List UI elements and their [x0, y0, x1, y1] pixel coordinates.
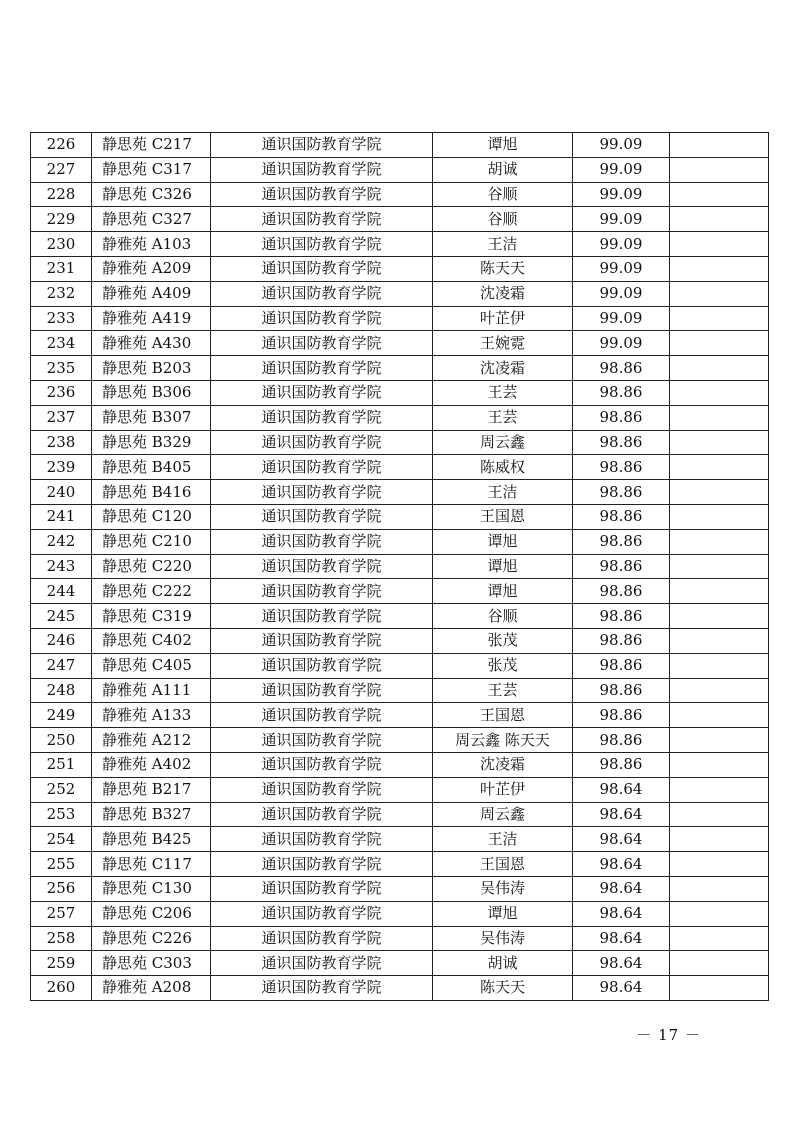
note-cell	[670, 628, 769, 653]
name-cell: 谷顺	[433, 207, 573, 232]
college-cell: 通识国防教育学院	[211, 331, 433, 356]
row-index-cell: 256	[31, 876, 92, 901]
score-cell: 98.86	[573, 604, 670, 629]
room-cell: 静思苑 C319	[92, 604, 211, 629]
table-row	[31, 852, 769, 877]
table-row	[31, 728, 769, 753]
table-row	[31, 380, 769, 405]
name-cell: 陈威权	[433, 455, 573, 480]
row-index-cell: 244	[31, 579, 92, 604]
row-index-cell: 228	[31, 182, 92, 207]
name-cell: 王洁	[433, 232, 573, 257]
row-index-cell: 226	[31, 133, 92, 158]
table-row	[31, 529, 769, 554]
college-cell: 通识国防教育学院	[211, 901, 433, 926]
note-cell	[670, 157, 769, 182]
room-cell: 静思苑 B306	[92, 380, 211, 405]
college-cell: 通识国防教育学院	[211, 728, 433, 753]
room-cell: 静思苑 B405	[92, 455, 211, 480]
row-index-cell: 252	[31, 777, 92, 802]
room-cell: 静雅苑 A430	[92, 331, 211, 356]
table-row	[31, 182, 769, 207]
note-cell	[670, 133, 769, 158]
college-cell: 通识国防教育学院	[211, 876, 433, 901]
score-cell: 99.09	[573, 133, 670, 158]
row-index-cell: 240	[31, 480, 92, 505]
note-cell	[670, 380, 769, 405]
name-cell: 吴伟涛	[433, 876, 573, 901]
row-index-cell: 227	[31, 157, 92, 182]
note-cell	[670, 182, 769, 207]
room-cell: 静思苑 B425	[92, 827, 211, 852]
college-cell: 通识国防教育学院	[211, 554, 433, 579]
name-cell: 谷顺	[433, 604, 573, 629]
name-cell: 王国恩	[433, 852, 573, 877]
college-cell: 通识国防教育学院	[211, 157, 433, 182]
score-cell: 98.64	[573, 976, 670, 1001]
score-cell: 98.86	[573, 430, 670, 455]
note-cell	[670, 976, 769, 1001]
room-cell: 静思苑 C210	[92, 529, 211, 554]
score-cell: 98.64	[573, 852, 670, 877]
room-cell: 静思苑 B416	[92, 480, 211, 505]
note-cell	[670, 455, 769, 480]
table-row	[31, 678, 769, 703]
name-cell: 沈凌霜	[433, 281, 573, 306]
note-cell	[670, 703, 769, 728]
score-cell: 98.64	[573, 827, 670, 852]
table-row	[31, 752, 769, 777]
room-cell: 静思苑 C303	[92, 951, 211, 976]
note-cell	[670, 579, 769, 604]
name-cell: 王国恩	[433, 703, 573, 728]
score-cell: 98.64	[573, 926, 670, 951]
table-row	[31, 232, 769, 257]
table-row	[31, 133, 769, 158]
room-cell: 静思苑 C117	[92, 852, 211, 877]
college-cell: 通识国防教育学院	[211, 852, 433, 877]
score-cell: 98.86	[573, 703, 670, 728]
college-cell: 通识国防教育学院	[211, 752, 433, 777]
name-cell: 叶芷伊	[433, 777, 573, 802]
note-cell	[670, 281, 769, 306]
row-index-cell: 230	[31, 232, 92, 257]
score-cell: 99.09	[573, 232, 670, 257]
row-index-cell: 258	[31, 926, 92, 951]
score-cell: 98.86	[573, 356, 670, 381]
note-cell	[670, 653, 769, 678]
name-cell: 胡诚	[433, 951, 573, 976]
table-body	[31, 133, 769, 1001]
note-cell	[670, 306, 769, 331]
name-cell: 沈凌霜	[433, 356, 573, 381]
room-cell: 静雅苑 A111	[92, 678, 211, 703]
note-cell	[670, 827, 769, 852]
note-cell	[670, 405, 769, 430]
note-cell	[670, 430, 769, 455]
college-cell: 通识国防教育学院	[211, 529, 433, 554]
note-cell	[670, 777, 769, 802]
table-row	[31, 504, 769, 529]
name-cell: 王洁	[433, 827, 573, 852]
name-cell: 陈天天	[433, 256, 573, 281]
college-cell: 通识国防教育学院	[211, 802, 433, 827]
table-row	[31, 207, 769, 232]
name-cell: 吴伟涛	[433, 926, 573, 951]
table-row	[31, 951, 769, 976]
room-cell: 静雅苑 A402	[92, 752, 211, 777]
row-index-cell: 231	[31, 256, 92, 281]
room-cell: 静思苑 C405	[92, 653, 211, 678]
score-cell: 99.09	[573, 256, 670, 281]
room-cell: 静雅苑 A103	[92, 232, 211, 257]
table-row	[31, 455, 769, 480]
score-cell: 98.86	[573, 628, 670, 653]
note-cell	[670, 356, 769, 381]
dormitory-score-table	[30, 132, 769, 1001]
row-index-cell: 250	[31, 728, 92, 753]
table-row	[31, 430, 769, 455]
room-cell: 静思苑 B307	[92, 405, 211, 430]
row-index-cell: 253	[31, 802, 92, 827]
name-cell: 张茂	[433, 628, 573, 653]
college-cell: 通识国防教育学院	[211, 182, 433, 207]
row-index-cell: 243	[31, 554, 92, 579]
college-cell: 通识国防教育学院	[211, 976, 433, 1001]
name-cell: 谷顺	[433, 182, 573, 207]
name-cell: 周云鑫	[433, 802, 573, 827]
college-cell: 通识国防教育学院	[211, 306, 433, 331]
table-row	[31, 604, 769, 629]
table-row	[31, 827, 769, 852]
row-index-cell: 234	[31, 331, 92, 356]
college-cell: 通识国防教育学院	[211, 232, 433, 257]
college-cell: 通识国防教育学院	[211, 678, 433, 703]
college-cell: 通识国防教育学院	[211, 455, 433, 480]
room-cell: 静思苑 C130	[92, 876, 211, 901]
note-cell	[670, 901, 769, 926]
college-cell: 通识国防教育学院	[211, 380, 433, 405]
table-row	[31, 802, 769, 827]
room-cell: 静雅苑 A409	[92, 281, 211, 306]
table-row	[31, 777, 769, 802]
note-cell	[670, 926, 769, 951]
row-index-cell: 236	[31, 380, 92, 405]
note-cell	[670, 852, 769, 877]
note-cell	[670, 604, 769, 629]
room-cell: 静思苑 B329	[92, 430, 211, 455]
score-cell: 98.86	[573, 480, 670, 505]
room-cell: 静思苑 C326	[92, 182, 211, 207]
score-cell: 98.86	[573, 579, 670, 604]
room-cell: 静思苑 C206	[92, 901, 211, 926]
table-row	[31, 281, 769, 306]
name-cell: 谭旭	[433, 529, 573, 554]
score-cell: 99.09	[573, 306, 670, 331]
college-cell: 通识国防教育学院	[211, 356, 433, 381]
name-cell: 张茂	[433, 653, 573, 678]
score-cell: 98.86	[573, 728, 670, 753]
room-cell: 静思苑 C222	[92, 579, 211, 604]
college-cell: 通识国防教育学院	[211, 256, 433, 281]
row-index-cell: 259	[31, 951, 92, 976]
name-cell: 王婉霓	[433, 331, 573, 356]
room-cell: 静思苑 C226	[92, 926, 211, 951]
row-index-cell: 248	[31, 678, 92, 703]
row-index-cell: 255	[31, 852, 92, 877]
name-cell: 王国恩	[433, 504, 573, 529]
table-row	[31, 976, 769, 1001]
note-cell	[670, 256, 769, 281]
college-cell: 通识国防教育学院	[211, 703, 433, 728]
table-row	[31, 653, 769, 678]
score-cell: 98.86	[573, 529, 670, 554]
score-cell: 98.86	[573, 678, 670, 703]
note-cell	[670, 728, 769, 753]
score-cell: 98.64	[573, 951, 670, 976]
score-cell: 98.64	[573, 901, 670, 926]
score-cell: 99.09	[573, 157, 670, 182]
row-index-cell: 237	[31, 405, 92, 430]
row-index-cell: 247	[31, 653, 92, 678]
table-row	[31, 306, 769, 331]
note-cell	[670, 232, 769, 257]
table-row	[31, 926, 769, 951]
score-cell: 98.86	[573, 653, 670, 678]
note-cell	[670, 529, 769, 554]
table-row	[31, 157, 769, 182]
room-cell: 静思苑 C217	[92, 133, 211, 158]
table-row	[31, 876, 769, 901]
room-cell: 静雅苑 A133	[92, 703, 211, 728]
page-number: － 17 －	[636, 1026, 701, 1044]
row-index-cell: 235	[31, 356, 92, 381]
row-index-cell: 245	[31, 604, 92, 629]
room-cell: 静思苑 C317	[92, 157, 211, 182]
college-cell: 通识国防教育学院	[211, 628, 433, 653]
row-index-cell: 241	[31, 504, 92, 529]
row-index-cell: 242	[31, 529, 92, 554]
room-cell: 静雅苑 A419	[92, 306, 211, 331]
table-row	[31, 256, 769, 281]
college-cell: 通识国防教育学院	[211, 281, 433, 306]
college-cell: 通识国防教育学院	[211, 504, 433, 529]
table-row	[31, 554, 769, 579]
college-cell: 通识国防教育学院	[211, 579, 433, 604]
score-cell: 98.86	[573, 405, 670, 430]
row-index-cell: 246	[31, 628, 92, 653]
score-cell: 98.86	[573, 380, 670, 405]
row-index-cell: 251	[31, 752, 92, 777]
room-cell: 静思苑 B327	[92, 802, 211, 827]
score-cell: 98.64	[573, 777, 670, 802]
score-cell: 98.64	[573, 876, 670, 901]
college-cell: 通识国防教育学院	[211, 951, 433, 976]
note-cell	[670, 951, 769, 976]
name-cell: 王芸	[433, 405, 573, 430]
row-index-cell: 239	[31, 455, 92, 480]
table-row	[31, 356, 769, 381]
college-cell: 通识国防教育学院	[211, 133, 433, 158]
score-cell: 99.09	[573, 281, 670, 306]
name-cell: 周云鑫 陈天天	[433, 728, 573, 753]
score-cell: 98.86	[573, 455, 670, 480]
score-cell: 99.09	[573, 331, 670, 356]
note-cell	[670, 331, 769, 356]
name-cell: 叶芷伊	[433, 306, 573, 331]
table-row	[31, 405, 769, 430]
name-cell: 周云鑫	[433, 430, 573, 455]
college-cell: 通识国防教育学院	[211, 430, 433, 455]
note-cell	[670, 504, 769, 529]
row-index-cell: 254	[31, 827, 92, 852]
row-index-cell: 232	[31, 281, 92, 306]
note-cell	[670, 480, 769, 505]
college-cell: 通识国防教育学院	[211, 926, 433, 951]
row-index-cell: 229	[31, 207, 92, 232]
name-cell: 王芸	[433, 678, 573, 703]
table-row	[31, 331, 769, 356]
table-row	[31, 579, 769, 604]
room-cell: 静思苑 B203	[92, 356, 211, 381]
name-cell: 谭旭	[433, 579, 573, 604]
college-cell: 通识国防教育学院	[211, 480, 433, 505]
room-cell: 静思苑 C220	[92, 554, 211, 579]
row-index-cell: 249	[31, 703, 92, 728]
name-cell: 陈天天	[433, 976, 573, 1001]
score-cell: 99.09	[573, 207, 670, 232]
row-index-cell: 257	[31, 901, 92, 926]
room-cell: 静雅苑 A209	[92, 256, 211, 281]
college-cell: 通识国防教育学院	[211, 604, 433, 629]
name-cell: 胡诚	[433, 157, 573, 182]
name-cell: 谭旭	[433, 133, 573, 158]
college-cell: 通识国防教育学院	[211, 207, 433, 232]
room-cell: 静思苑 B217	[92, 777, 211, 802]
name-cell: 谭旭	[433, 901, 573, 926]
note-cell	[670, 752, 769, 777]
table-row	[31, 480, 769, 505]
room-cell: 静思苑 C327	[92, 207, 211, 232]
score-cell: 99.09	[573, 182, 670, 207]
name-cell: 王芸	[433, 380, 573, 405]
note-cell	[670, 207, 769, 232]
name-cell: 谭旭	[433, 554, 573, 579]
table-row	[31, 703, 769, 728]
college-cell: 通识国防教育学院	[211, 777, 433, 802]
score-cell: 98.86	[573, 504, 670, 529]
room-cell: 静思苑 C120	[92, 504, 211, 529]
table-row	[31, 628, 769, 653]
table-row	[31, 901, 769, 926]
row-index-cell: 233	[31, 306, 92, 331]
note-cell	[670, 876, 769, 901]
note-cell	[670, 802, 769, 827]
score-cell: 98.64	[573, 802, 670, 827]
room-cell: 静思苑 C402	[92, 628, 211, 653]
room-cell: 静雅苑 A208	[92, 976, 211, 1001]
college-cell: 通识国防教育学院	[211, 405, 433, 430]
score-cell: 98.86	[573, 554, 670, 579]
name-cell: 沈凌霜	[433, 752, 573, 777]
row-index-cell: 238	[31, 430, 92, 455]
note-cell	[670, 678, 769, 703]
room-cell: 静雅苑 A212	[92, 728, 211, 753]
name-cell: 王洁	[433, 480, 573, 505]
note-cell	[670, 554, 769, 579]
college-cell: 通识国防教育学院	[211, 653, 433, 678]
score-cell: 98.86	[573, 752, 670, 777]
row-index-cell: 260	[31, 976, 92, 1001]
college-cell: 通识国防教育学院	[211, 827, 433, 852]
